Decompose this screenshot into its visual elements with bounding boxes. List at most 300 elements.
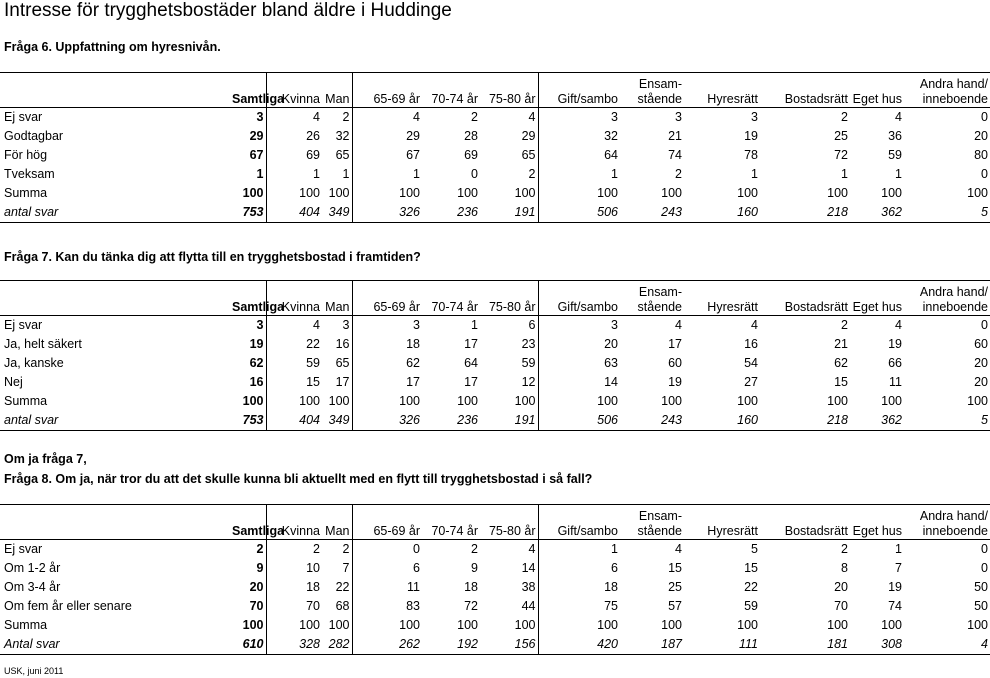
row-label: Om 3-4 år — [4, 580, 61, 594]
table-cell: 17 — [464, 337, 478, 351]
table-cell: 16 — [744, 337, 758, 351]
table-cell: 66 — [888, 356, 902, 370]
table-cell: 11 — [407, 580, 420, 594]
table-cell: 72 — [464, 599, 478, 613]
table-cell: 18 — [604, 580, 618, 594]
table-cell: 15 — [834, 375, 848, 389]
table-cell: 74 — [668, 148, 682, 162]
table-cell: 1 — [751, 167, 758, 181]
column-header: Andra hand/ inneboende — [904, 281, 990, 316]
table-cell: 160 — [684, 203, 760, 223]
table-cell: 100 — [399, 618, 420, 632]
table-cell: 4 — [904, 635, 990, 655]
column-header: Man — [322, 505, 352, 540]
column-header: 65-69 år — [352, 281, 422, 316]
table-cell: 100 — [299, 394, 320, 408]
table-cell: 100 — [827, 186, 848, 200]
table-cell: 156 — [480, 635, 538, 655]
table-cell: 62 — [834, 356, 848, 370]
table-cell: 6 — [413, 561, 420, 575]
column-header: 65-69 år — [352, 505, 422, 540]
table-cell: 100 — [480, 616, 538, 635]
table-row — [0, 616, 990, 635]
column-header: 75-80 år — [480, 73, 538, 108]
table-cell: 64 — [464, 356, 478, 370]
table-cell: 70 — [834, 599, 848, 613]
column-header: 75-80 år — [480, 281, 538, 316]
table-cell: 68 — [322, 597, 352, 616]
column-header: 70-74 år — [422, 505, 480, 540]
table-cell: 0 — [981, 167, 988, 181]
table-cell: 218 — [760, 203, 850, 223]
table-cell: 25 — [668, 580, 682, 594]
table-row — [0, 165, 990, 184]
table-cell: 753 — [230, 203, 266, 223]
table-cell: 28 — [464, 129, 478, 143]
table-cell: 100 — [399, 394, 420, 408]
table-row — [0, 540, 990, 560]
table-cell: 59 — [888, 148, 902, 162]
table-cell: 0 — [981, 110, 988, 124]
table-cell: 65 — [480, 146, 538, 165]
table-cell: 80 — [974, 148, 988, 162]
table-cell: 328 — [266, 635, 322, 655]
table-cell: 100 — [881, 618, 902, 632]
table-cell: 2 — [480, 165, 538, 184]
table-cell: 72 — [834, 148, 848, 162]
table-cell: 2 — [841, 542, 848, 556]
table-cell: 60 — [668, 356, 682, 370]
table-cell: 20 — [974, 129, 988, 143]
row-label: antal svar — [0, 203, 230, 223]
table-cell: 111 — [684, 635, 760, 655]
table-cell: 50 — [974, 580, 988, 594]
table-cell: 243 — [620, 411, 684, 431]
page-title: Intresse för trygghetsbostäder bland äldre i Huddinge — [4, 0, 452, 21]
table-cell: 29 — [230, 127, 266, 146]
table-row — [0, 597, 990, 616]
table-cell: 57 — [668, 599, 682, 613]
table-cell: 362 — [850, 411, 904, 431]
table-cell: 1 — [611, 542, 618, 556]
column-header: Eget hus — [850, 73, 904, 108]
header-blank — [0, 505, 230, 540]
row-label: Om 1-2 år — [4, 561, 61, 575]
table-row — [0, 108, 990, 128]
table-row — [0, 184, 990, 203]
table-cell: 2 — [322, 540, 352, 560]
table-cell: 4 — [313, 318, 320, 332]
question-6: Fråga 6. Uppfattning om hyresnivån. — [4, 40, 221, 54]
table-cell: 18 — [406, 337, 420, 351]
table-cell: 100 — [967, 394, 988, 408]
table-cell: 17 — [322, 373, 352, 392]
table-cell: 14 — [480, 559, 538, 578]
table-cell: 2 — [841, 318, 848, 332]
column-header: 75-80 år — [480, 505, 538, 540]
row-label: Ej svar — [4, 110, 43, 124]
table-cell: 19 — [744, 129, 758, 143]
table-cell: 21 — [668, 129, 682, 143]
table-cell: 12 — [480, 373, 538, 392]
table-cell: 83 — [406, 599, 420, 613]
column-header: Bostadsrätt — [760, 281, 850, 316]
table-cell: 2 — [675, 167, 682, 181]
table-cell: 100 — [457, 394, 478, 408]
table-cell: 19 — [230, 335, 266, 354]
table-cell: 100 — [661, 186, 682, 200]
table-cell: 4 — [895, 318, 902, 332]
table-cell: 100 — [299, 186, 320, 200]
table-cell: 0 — [981, 561, 988, 575]
table-cell: 2 — [471, 542, 478, 556]
table-cell: 29 — [480, 127, 538, 146]
table-cell: 100 — [399, 186, 420, 200]
table-row — [0, 392, 990, 411]
table-cell: 2 — [230, 540, 266, 560]
table-cell: 4 — [675, 318, 682, 332]
table-cell: 100 — [597, 186, 618, 200]
table-cell: 100 — [230, 392, 266, 411]
table-cell: 3 — [230, 316, 266, 336]
column-header: 70-74 år — [422, 281, 480, 316]
table-row — [0, 559, 990, 578]
table-row — [0, 146, 990, 165]
column-header: Gift/sambo — [538, 73, 620, 108]
table-cell: 60 — [974, 337, 988, 351]
table-cell: 2 — [313, 542, 320, 556]
table-cell: 362 — [850, 203, 904, 223]
table-cell: 1 — [230, 165, 266, 184]
table-cell: 3 — [611, 318, 618, 332]
table-cell: 17 — [668, 337, 682, 351]
table-cell: 59 — [306, 356, 320, 370]
table-cell: 181 — [760, 635, 850, 655]
column-header: Bostadsrätt — [760, 73, 850, 108]
table-cell: 54 — [744, 356, 758, 370]
table-row — [0, 635, 990, 655]
table-cell: 236 — [422, 411, 480, 431]
header-blank — [0, 281, 230, 316]
column-header: Gift/sambo — [538, 281, 620, 316]
table-row — [0, 127, 990, 146]
table-cell: 3 — [230, 108, 266, 128]
table-cell: 15 — [306, 375, 320, 389]
table-cell: 17 — [464, 375, 478, 389]
table-cell: 10 — [306, 561, 320, 575]
table-cell: 349 — [322, 203, 352, 223]
row-label: Antal svar — [0, 635, 230, 655]
table-cell: 2 — [322, 108, 352, 128]
table-cell: 100 — [881, 394, 902, 408]
table-cell: 19 — [888, 580, 902, 594]
table-cell: 5 — [751, 542, 758, 556]
table-cell: 75 — [604, 599, 618, 613]
table-cell: 100 — [230, 616, 266, 635]
table-cell: 282 — [322, 635, 352, 655]
header-blank — [0, 73, 230, 108]
column-header: Gift/sambo — [538, 505, 620, 540]
column-header: Ensam- stående — [620, 505, 684, 540]
column-header: Samtliga — [230, 505, 266, 540]
table-question-7 — [0, 280, 990, 431]
row-label: Godtagbar — [4, 129, 64, 143]
table-cell: 3 — [413, 318, 420, 332]
table-cell: 100 — [737, 618, 758, 632]
table-cell: 14 — [604, 375, 618, 389]
column-header: Andra hand/ inneboende — [904, 73, 990, 108]
table-cell: 23 — [480, 335, 538, 354]
table-cell: 100 — [322, 392, 352, 411]
table-cell: 404 — [266, 411, 322, 431]
table-cell: 191 — [480, 203, 538, 223]
table-cell: 100 — [737, 186, 758, 200]
table-cell: 17 — [406, 375, 420, 389]
table-cell: 100 — [457, 618, 478, 632]
table-cell: 0 — [981, 318, 988, 332]
table-cell: 0 — [413, 542, 420, 556]
table-cell: 20 — [604, 337, 618, 351]
table-cell: 1 — [611, 167, 618, 181]
table-cell: 67 — [406, 148, 420, 162]
column-header: Ensam- stående — [620, 281, 684, 316]
column-header: Hyresrätt — [684, 281, 760, 316]
table-cell: 100 — [322, 616, 352, 635]
table-cell: 69 — [464, 148, 478, 162]
table-cell: 18 — [464, 580, 478, 594]
table-cell: 0 — [981, 542, 988, 556]
column-header: Kvinna — [266, 281, 322, 316]
table-cell: 4 — [675, 542, 682, 556]
table-row — [0, 316, 990, 336]
table-cell: 100 — [827, 618, 848, 632]
table-cell: 9 — [471, 561, 478, 575]
table-cell: 3 — [675, 110, 682, 124]
table-cell: 192 — [422, 635, 480, 655]
column-header: Man — [322, 73, 352, 108]
row-label: Summa — [4, 394, 48, 408]
row-label: Ja, helt säkert — [4, 337, 82, 351]
table-cell: 7 — [895, 561, 902, 575]
table-cell: 100 — [230, 184, 266, 203]
table-cell: 64 — [604, 148, 618, 162]
table-cell: 5 — [904, 203, 990, 223]
question-7: Fråga 7. Kan du tänka dig att flytta till en trygghetsbostad i framtiden? — [4, 250, 421, 264]
table-cell: 1 — [313, 167, 320, 181]
table-cell: 404 — [266, 203, 322, 223]
table-row — [0, 578, 990, 597]
table-cell: 16 — [322, 335, 352, 354]
column-header: Hyresrätt — [684, 73, 760, 108]
table-cell: 243 — [620, 203, 684, 223]
table-cell: 4 — [895, 110, 902, 124]
table-cell: 70 — [306, 599, 320, 613]
table-cell: 187 — [620, 635, 684, 655]
table-cell: 27 — [744, 375, 758, 389]
table-cell: 5 — [904, 411, 990, 431]
table-cell: 100 — [737, 394, 758, 408]
row-label: Summa — [4, 186, 48, 200]
row-label: Ej svar — [4, 318, 43, 332]
table-cell: 100 — [597, 394, 618, 408]
row-label: Om fem år eller senare — [4, 599, 132, 613]
table-cell: 19 — [668, 375, 682, 389]
table-cell: 70 — [230, 597, 266, 616]
table-cell: 100 — [480, 184, 538, 203]
row-label: Summa — [4, 618, 48, 632]
table-cell: 59 — [480, 354, 538, 373]
table-cell: 100 — [827, 394, 848, 408]
table-cell: 326 — [352, 203, 422, 223]
table-cell: 22 — [322, 578, 352, 597]
table-cell: 160 — [684, 411, 760, 431]
table-cell: 1 — [841, 167, 848, 181]
table-cell: 3 — [751, 110, 758, 124]
table-cell: 50 — [974, 599, 988, 613]
table-cell: 22 — [306, 337, 320, 351]
table-cell: 0 — [471, 167, 478, 181]
table-cell: 100 — [967, 618, 988, 632]
table-cell: 262 — [352, 635, 422, 655]
table-cell: 32 — [604, 129, 618, 143]
table-cell: 506 — [538, 203, 620, 223]
row-label: antal svar — [0, 411, 230, 431]
table-cell: 610 — [230, 635, 266, 655]
table-question-6 — [0, 72, 990, 223]
table-cell: 1 — [895, 167, 902, 181]
table-cell: 506 — [538, 411, 620, 431]
table-cell: 100 — [967, 186, 988, 200]
table-cell: 326 — [352, 411, 422, 431]
table-cell: 4 — [751, 318, 758, 332]
table-cell: 308 — [850, 635, 904, 655]
row-label: Ja, kanske — [4, 356, 64, 370]
table-cell: 44 — [480, 597, 538, 616]
table-cell: 18 — [306, 580, 320, 594]
table-cell: 236 — [422, 203, 480, 223]
table-cell: 15 — [668, 561, 682, 575]
row-label: Ej svar — [4, 542, 43, 556]
column-header: Samtliga — [230, 73, 266, 108]
table-cell: 9 — [230, 559, 266, 578]
table-cell: 1 — [471, 318, 478, 332]
table-cell: 100 — [457, 186, 478, 200]
table-cell: 4 — [480, 108, 538, 128]
row-label: För hög — [4, 148, 48, 162]
table-cell: 20 — [230, 578, 266, 597]
table-row — [0, 411, 990, 431]
row-label: Tveksam — [4, 167, 55, 181]
table-cell: 21 — [834, 337, 848, 351]
table-cell: 100 — [597, 618, 618, 632]
table-cell: 36 — [888, 129, 902, 143]
table-cell: 20 — [974, 375, 988, 389]
column-header: 70-74 år — [422, 73, 480, 108]
table-cell: 753 — [230, 411, 266, 431]
table-cell: 1 — [895, 542, 902, 556]
row-label: Nej — [4, 375, 23, 389]
column-header: Kvinna — [266, 73, 322, 108]
column-header: Bostadsrätt — [760, 505, 850, 540]
table-cell: 218 — [760, 411, 850, 431]
footer-source: USK, juni 2011 — [4, 666, 64, 676]
table-row — [0, 373, 990, 392]
table-cell: 15 — [744, 561, 758, 575]
table-cell: 100 — [661, 618, 682, 632]
table-cell: 3 — [611, 110, 618, 124]
table-cell: 100 — [322, 184, 352, 203]
table-cell: 191 — [480, 411, 538, 431]
table-cell: 63 — [604, 356, 618, 370]
table-cell: 38 — [480, 578, 538, 597]
table-cell: 8 — [841, 561, 848, 575]
table-cell: 1 — [413, 167, 420, 181]
table-cell: 6 — [611, 561, 618, 575]
table-cell: 1 — [322, 165, 352, 184]
table-cell: 100 — [299, 618, 320, 632]
column-header: Ensam- stående — [620, 73, 684, 108]
table-cell: 16 — [230, 373, 266, 392]
table-cell: 26 — [306, 129, 320, 143]
table-cell: 62 — [406, 356, 420, 370]
column-header: Eget hus — [850, 281, 904, 316]
table-cell: 11 — [889, 375, 902, 389]
table-cell: 7 — [322, 559, 352, 578]
question-8-precondition: Om ja fråga 7, — [4, 452, 87, 466]
table-cell: 100 — [661, 394, 682, 408]
table-row — [0, 203, 990, 223]
table-cell: 349 — [322, 411, 352, 431]
column-header: Eget hus — [850, 505, 904, 540]
column-header: 65-69 år — [352, 73, 422, 108]
table-cell: 65 — [322, 146, 352, 165]
table-cell: 4 — [313, 110, 320, 124]
table-row — [0, 335, 990, 354]
table-cell: 20 — [834, 580, 848, 594]
table-cell: 25 — [834, 129, 848, 143]
table-cell: 59 — [744, 599, 758, 613]
table-cell: 29 — [406, 129, 420, 143]
table-cell: 65 — [322, 354, 352, 373]
table-cell: 2 — [841, 110, 848, 124]
table-cell: 19 — [888, 337, 902, 351]
table-cell: 420 — [538, 635, 620, 655]
table-cell: 62 — [230, 354, 266, 373]
table-cell: 67 — [230, 146, 266, 165]
table-cell: 4 — [480, 540, 538, 560]
table-row — [0, 354, 990, 373]
table-cell: 100 — [881, 186, 902, 200]
table-cell: 74 — [888, 599, 902, 613]
table-cell: 22 — [744, 580, 758, 594]
table-cell: 6 — [480, 316, 538, 336]
table-cell: 20 — [974, 356, 988, 370]
table-cell: 69 — [306, 148, 320, 162]
question-8: Fråga 8. Om ja, när tror du att det skulle kunna bli aktuellt med en flytt till trygghetsbostad i så fall? — [4, 472, 593, 486]
column-header: Andra hand/ inneboende — [904, 505, 990, 540]
table-cell: 4 — [413, 110, 420, 124]
column-header: Hyresrätt — [684, 505, 760, 540]
table-cell: 3 — [322, 316, 352, 336]
table-cell: 32 — [322, 127, 352, 146]
table-cell: 2 — [471, 110, 478, 124]
table-cell: 100 — [480, 392, 538, 411]
column-header: Kvinna — [266, 505, 322, 540]
table-question-8 — [0, 504, 990, 655]
column-header: Samtliga — [230, 281, 266, 316]
table-cell: 78 — [744, 148, 758, 162]
column-header: Man — [322, 281, 352, 316]
